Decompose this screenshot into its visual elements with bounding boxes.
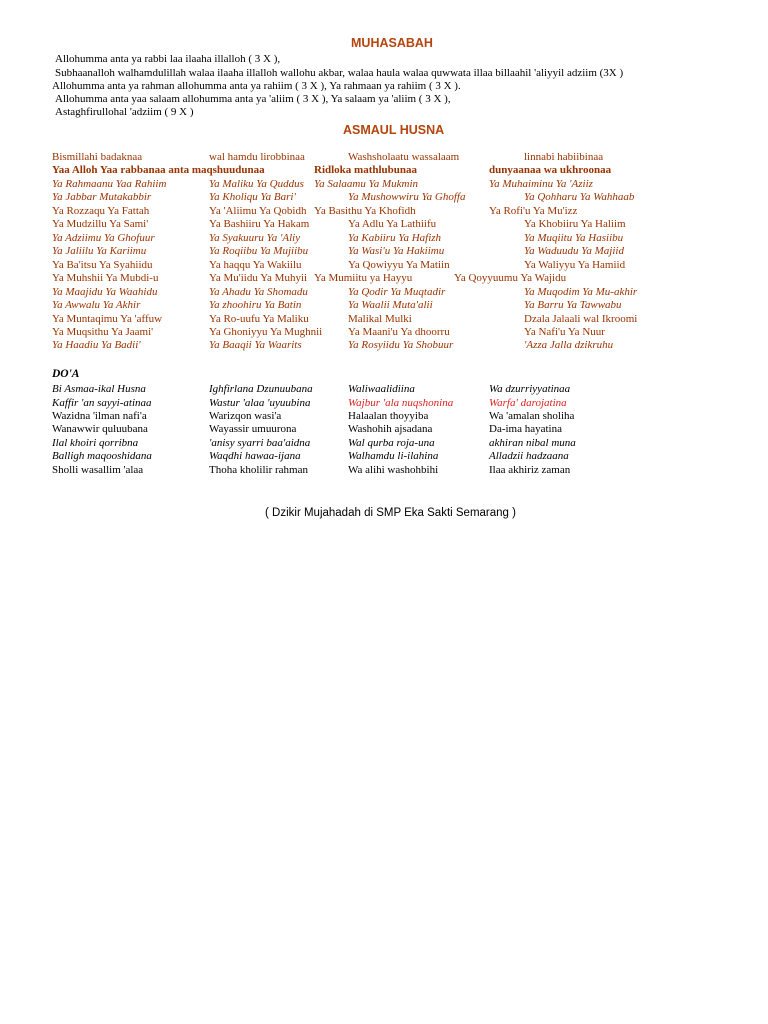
asmaul-cell: Ya Jabbar Mutakabbir — [52, 191, 152, 203]
asmaul-cell: Ya Ba'itsu Ya Syahiidu — [52, 259, 153, 271]
asmaul-cell: dunyaanaa wa ukhroonaa — [489, 164, 612, 176]
asmaul-cell: Ya Waliyyu Ya Hamiid — [524, 259, 626, 271]
asmaul-cell: Ya Rozzaqu Ya Fattah — [52, 205, 150, 217]
asmaul-cell: Ya Bashiiru Ya Hakam — [209, 218, 310, 230]
asmaul-cell: Ya Muqsithu Ya Jaami' — [52, 326, 154, 338]
asmaul-cell: Ya Muhaiminu Ya 'Aziiz — [489, 178, 593, 190]
asmaul-cell: Ya Mudzillu Ya Sami' — [52, 218, 149, 230]
doa-cell: Wanawwir quluubana — [52, 423, 148, 435]
asmaul-cell: Ya Adlu Ya Lathiifu — [348, 218, 437, 230]
doa-cell: Wa 'amalan sholiha — [489, 410, 575, 422]
asmaul-cell: Ya Roqiibu Ya Mujiibu — [209, 245, 309, 257]
asmaul-cell: Ya zhoohiru Ya Batin — [209, 299, 302, 311]
asmaul-cell: Ya Rahmaanu Yaa Rahiim — [52, 178, 167, 190]
asmaul-cell: Ya Muntaqimu Ya 'affuw — [52, 313, 163, 325]
asmaul-cell: Ya Qoyyuumu Ya Wajidu — [454, 272, 567, 284]
asmaul-cell: Ya Mushowwiru Ya Ghoffa — [348, 191, 466, 203]
muhasabah-line-2: Subhaanalloh walhamdulillah walaa ilaaha illalloh wallohu akbar, walaa haula walaa quwwata illaa billaahil 'aliyyil adziim (3X ) — [55, 67, 624, 79]
doa-cell: Ighfirlana Dzunuubana — [209, 383, 313, 395]
asmaul-cell: wal hamdu lirobbinaa — [209, 151, 305, 163]
asmaul-cell: Malikal Mulki — [348, 313, 412, 325]
asmaul-cell: Ya Salaamu Ya Mukmin — [314, 178, 419, 190]
asmaul-cell: Ya Basithu Ya Khofidh — [314, 205, 416, 217]
doa-cell: Warizqon wasi'a — [209, 410, 282, 422]
asmaul-cell: Ya Mumiitu ya Hayyu — [314, 272, 413, 284]
asmaul-cell: Ridloka mathlubunaa — [314, 164, 418, 176]
asmaul-cell: Ya Mu'iidu Ya Muhyii — [209, 272, 308, 284]
footer-caption: ( Dzikir Mujahadah di SMP Eka Sakti Semarang ) — [265, 507, 516, 519]
asmaul-cell: Ya Rofi'u Ya Mu'izz — [489, 205, 578, 217]
muhasabah-line-5: Astaghfirullohal 'adziim ( 9 X ) — [55, 106, 194, 118]
doa-cell: Da-ima hayatina — [489, 423, 562, 435]
doa-cell: 'anisy syarri baa'aidna — [209, 437, 311, 449]
asmaul-cell: Ya Baaqii Ya Waarits — [209, 339, 302, 351]
asmaul-cell: 'Azza Jalla dzikruhu — [524, 339, 614, 351]
doa-cell: Waliwaalidiina — [348, 383, 415, 395]
doa-cell: Warfa' darojatina — [489, 397, 567, 409]
doa-cell: Wal qurba roja-una — [348, 437, 435, 449]
doa-cell: Wa dzurriyyatinaa — [489, 383, 571, 395]
asmaul-cell: Ya haqqu Ya Wakiilu — [209, 259, 302, 271]
doa-cell: Washohih ajsadana — [348, 423, 433, 435]
asmaul-cell: linnabi habiibinaa — [524, 151, 604, 163]
asmaul-cell: Ya Maani'u Ya dhoorru — [348, 326, 450, 338]
asmaul-cell: Ya Ro-uufu Ya Maliku — [209, 313, 309, 325]
muhasabah-line-3: Allohumma anta ya rahman allohumma anta ya rahiim ( 3 X ), Ya rahmaan ya rahiim ( 3 X ). — [52, 80, 461, 92]
asmaul-cell: Ya Syakuuru Ya 'Aliy — [209, 232, 301, 244]
asmaul-cell: Ya Ghoniyyu Ya Mughnii — [209, 326, 323, 338]
doa-cell: Ilaa akhiriz zaman — [489, 464, 571, 476]
doa-cell: Kaffir 'an sayyi-atinaa — [52, 397, 152, 409]
asmaul-cell: Ya Rosyiidu Ya Shobuur — [348, 339, 454, 351]
asmaul-cell: Ya Muqodim Ya Mu-akhir — [524, 286, 638, 298]
doa-cell: Walhamdu li-ilahina — [348, 450, 439, 462]
asmaul-cell: Ya Haadiu Ya Badii' — [52, 339, 141, 351]
asmaul-cell: Ya Qowiyyu Ya Matiin — [348, 259, 450, 271]
asmaul-cell: Ya Kabiiru Ya Hafizh — [348, 232, 442, 244]
doa-cell: Bi Asmaa-ikal Husna — [52, 383, 146, 395]
doa-cell: Alladzii hadzaana — [489, 450, 569, 462]
asmaul-cell: Ya Nafi'u Ya Nuur — [524, 326, 605, 338]
doa-cell: Wajbur 'ala nuqshonina — [348, 397, 454, 409]
asmaul-husna-title: ASMAUL HUSNA — [343, 123, 445, 137]
asmaul-cell: Ya Jaliilu Ya Kariimu — [52, 245, 147, 257]
asmaul-cell: Ya Maliku Ya Quddus — [209, 178, 304, 190]
asmaul-cell: Ya 'Aliimu Ya Qobidh — [209, 205, 307, 217]
asmaul-cell: Ya Qohharu Ya Wahhaab — [524, 191, 635, 203]
doa-cell: Wazidna 'ilman nafi'a — [52, 410, 147, 422]
asmaul-cell: Ya Barru Ya Tawwabu — [524, 299, 622, 311]
asmaul-cell: Ya Waalii Muta'alii — [348, 299, 433, 311]
asmaul-cell: Ya Wasi'u Ya Hakiimu — [348, 245, 445, 257]
asmaul-cell: Ya Muhshii Ya Mubdi-u — [52, 272, 159, 284]
doa-title: DO'A — [52, 368, 80, 380]
asmaul-cell: Ya Maajidu Ya Waahidu — [52, 286, 158, 298]
muhasabah-line-1: Allohumma anta ya rabbi laa ilaaha illalloh ( 3 X ), — [55, 53, 281, 65]
muhasabah-line-4: Allohumma anta yaa salaam allohumma anta ya 'aliim ( 3 X ), Ya salaam ya 'aliim ( 3 X ), — [55, 93, 451, 105]
muhasabah-title: MUHASABAH — [351, 36, 433, 50]
asmaul-cell: Ya Qodir Ya Muqtadir — [348, 286, 446, 298]
doa-cell: Thoha kholilir rahman — [209, 464, 308, 476]
doa-cell: Ilal khoiri qorribna — [52, 437, 139, 449]
asmaul-cell: Ya Khobiiru Ya Haliim — [524, 218, 626, 230]
asmaul-cell: Dzala Jalaali wal Ikroomi — [524, 313, 638, 325]
doa-cell: Balligh maqooshidana — [52, 450, 152, 462]
doa-cell: Sholli wasallim 'alaa — [52, 464, 144, 476]
asmaul-cell: Ya Adziimu Ya Ghofuur — [52, 232, 155, 244]
doa-cell: Halaalan thoyyiba — [348, 410, 429, 422]
asmaul-cell: Ya Kholiqu Ya Bari' — [209, 191, 296, 203]
asmaul-cell: Ya Muqiitu Ya Hasiibu — [524, 232, 624, 244]
asmaul-cell: Yaa Alloh Yaa rabbanaa anta maqshuudunaa — [52, 164, 265, 176]
doa-cell: Wayassir umuurona — [209, 423, 297, 435]
asmaul-cell: Bismillahi badaknaa — [52, 151, 143, 163]
asmaul-cell: Ya Awwalu Ya Akhir — [52, 299, 141, 311]
asmaul-cell: Ya Waduudu Ya Majiid — [524, 245, 624, 257]
doa-cell: Wastur 'alaa 'uyuubina — [209, 397, 311, 409]
asmaul-cell: Washsholaatu wassalaam — [348, 151, 460, 163]
doa-cell: Wa alihi washohbihi — [348, 464, 439, 476]
asmaul-cell: Ya Ahadu Ya Shomadu — [209, 286, 308, 298]
doa-cell: akhiran nibal muna — [489, 437, 576, 449]
doa-cell: Waqdhi hawaa-ijana — [209, 450, 301, 462]
